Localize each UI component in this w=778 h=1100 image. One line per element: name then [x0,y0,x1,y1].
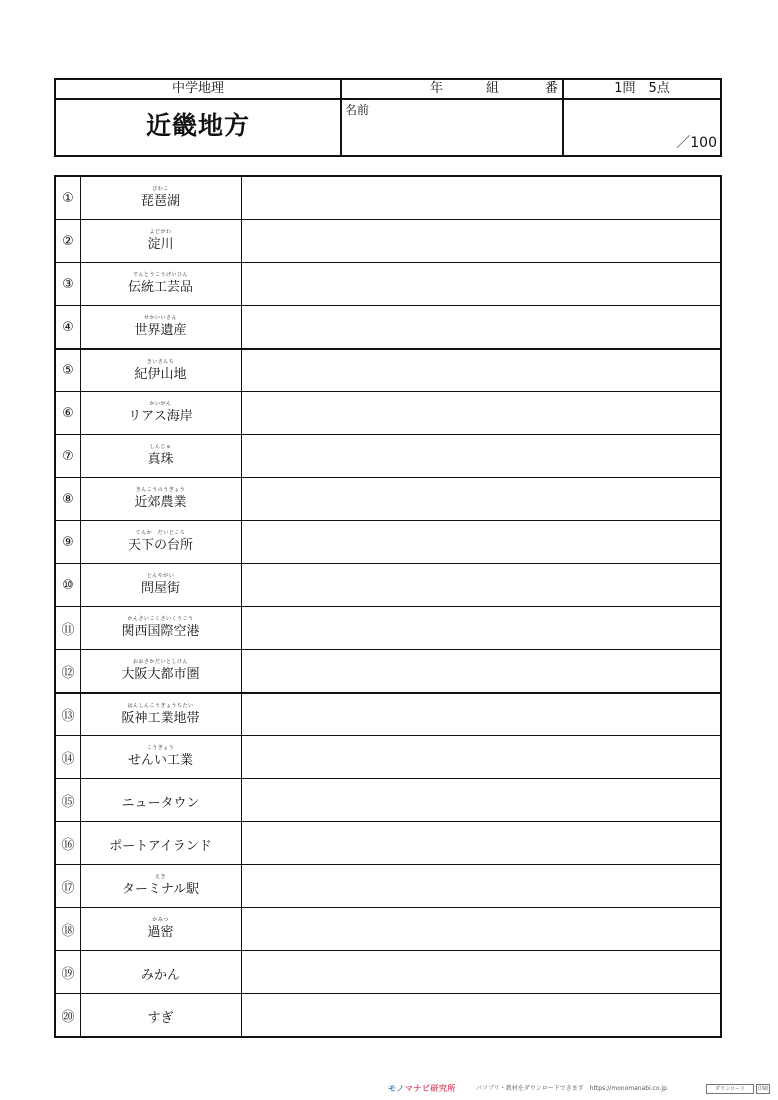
term-cell [80,350,242,391]
term-furigana: せかいいさん [143,315,177,321]
term-furigana: かんさいこくさいくうこう [127,616,194,622]
name-field[interactable] [342,100,564,155]
term-word: 淀川 [147,237,174,252]
question-row [56,219,720,262]
term-furigana: おおさかだいとしけん [132,659,188,665]
answer-field[interactable] [241,736,720,778]
answer-field[interactable] [241,435,720,477]
answer-field[interactable] [241,220,720,262]
term-word: 伝統工芸品 [127,280,193,295]
term-word: 世界遺産 [134,323,187,338]
term [128,530,193,554]
term-cell [80,994,242,1036]
term-word: みかん [140,968,180,983]
term-cell [80,736,242,778]
term-furigana: かいがん [149,401,172,407]
term [121,616,199,640]
question-row [56,177,720,219]
term-word: 真珠 [147,452,174,467]
answer-field[interactable] [241,263,720,305]
question-number: ⑫ [56,650,81,692]
term-cell [80,607,242,649]
term [121,788,199,812]
group-label: 組 [486,81,500,96]
answer-field[interactable] [241,521,720,563]
term-furigana: きいさんち [146,358,175,365]
term-word: ポートアイランド [109,839,212,854]
question-row [56,692,720,735]
term-furigana: きんこうのうぎょう [135,487,186,493]
term-cell [80,392,242,434]
term-cell [80,951,242,993]
download-button[interactable]: ダウンロード [706,1084,754,1094]
logo-part-a: モノ [388,1084,405,1093]
question-row [56,950,720,993]
answer-field[interactable] [241,694,720,735]
term-word: 問屋街 [140,581,180,596]
answer-field[interactable] [241,564,720,606]
term [128,401,192,425]
question-number: ⑱ [56,908,81,950]
term [141,186,180,210]
worksheet-header [54,78,722,157]
question-row [56,262,720,305]
score-total: ／100 [676,135,717,151]
question-row [56,305,720,348]
subject-cell [56,80,342,100]
term [122,874,199,898]
subject-label: 中学地理 [171,81,224,96]
answer-field[interactable] [241,779,720,821]
question-row [56,520,720,563]
question-number: ⑩ [56,564,81,606]
question-number: ④ [56,306,81,348]
term-furigana: こうぎょう [146,745,175,751]
question-number: ⑳ [56,994,81,1036]
term [109,831,211,855]
page-title: 近畿地方 [145,111,250,140]
term-cell [80,650,242,692]
question-number: ⑲ [56,951,81,993]
title-cell [56,100,342,155]
term [147,444,173,468]
term [128,272,193,296]
term-cell [80,478,242,520]
term-furigana: てんか だいどころ [135,530,186,536]
question-number: ① [56,177,81,219]
question-row [56,735,720,778]
term [134,315,186,339]
question-number: ⑯ [56,822,81,864]
answer-field[interactable] [241,306,720,348]
answer-field[interactable] [241,650,720,692]
question-row [56,649,720,692]
question-row [56,434,720,477]
question-row [56,477,720,520]
publisher-logo [388,1082,456,1096]
answer-field[interactable] [241,478,720,520]
name-label: 名前 [345,103,370,117]
term-word: 大阪大都市圏 [121,667,200,682]
question-row [56,606,720,649]
term-cell [80,865,242,907]
term-cell [80,435,242,477]
term-word: 天下の台所 [127,538,193,553]
answer-field[interactable] [241,865,720,907]
term-furigana: はんしんこうぎょうちたい [127,702,194,709]
term [128,745,193,769]
term-cell [80,306,242,348]
question-number: ⑪ [56,607,81,649]
question-number: ⑦ [56,435,81,477]
points-label: 1問 5点 [614,81,670,96]
logo-part-b: マナビ研究所 [404,1084,456,1093]
question-number: ⑭ [56,736,81,778]
term-cell [80,177,242,219]
term-cell [80,521,242,563]
term-cell [80,564,242,606]
term-word: ニュータウン [121,796,200,811]
term-word: ターミナル駅 [121,882,200,897]
footer [388,1082,772,1096]
term-cell [80,694,242,735]
question-number: ⑨ [56,521,81,563]
question-row [56,348,720,391]
question-row [56,778,720,821]
term-word: 近郊農業 [134,495,187,510]
term-word: 阪神工業地帯 [121,710,200,726]
term-furigana: びわこ [152,186,169,192]
term-word: 琵琶湖 [140,194,180,209]
term-cell [80,822,242,864]
question-number: ③ [56,263,81,305]
term-furigana: とんやがい [146,573,175,579]
term-word: 過密 [147,925,174,940]
term [147,917,173,941]
term-word: リアス海岸 [128,409,193,424]
answer-field[interactable] [241,392,720,434]
term-furigana: でんとうこうげいひん [132,272,188,278]
term [147,229,173,253]
term [134,359,186,383]
question-number: ⑤ [56,350,81,391]
score-field[interactable] [564,100,720,155]
question-table [54,175,722,1038]
answer-field[interactable] [241,908,720,950]
term-word: 関西国際空港 [121,624,200,639]
number-label: 番 [545,81,559,96]
term [147,1003,173,1027]
term-cell [80,263,242,305]
term-furigana: しんじゅ [149,444,172,450]
answer-field[interactable] [241,951,720,993]
term [134,487,186,511]
term-word: 紀伊山地 [134,366,187,382]
print-button[interactable]: 印刷 [757,1086,768,1092]
question-number: ⑮ [56,779,81,821]
term-cell [80,908,242,950]
answer-field[interactable] [241,822,720,864]
question-row [56,907,720,950]
term-word: すぎ [147,1011,174,1026]
points-cell [564,80,720,100]
question-row [56,993,720,1036]
answer-field[interactable] [241,607,720,649]
question-row [56,821,720,864]
term-furigana: よどがわ [149,229,172,235]
answer-field[interactable] [241,994,720,1036]
question-row [56,391,720,434]
question-number: ⑰ [56,865,81,907]
term-word: せんい工業 [127,753,193,768]
term [121,703,199,727]
question-row [56,864,720,907]
term-furigana: えき [154,874,166,880]
footer-text: パソプリ・教材をダウンロードできます https://monomanabi.co.jp [476,1085,667,1092]
question-row [56,563,720,606]
term-furigana: かみつ [152,917,169,923]
term [141,573,180,597]
question-number: ⑧ [56,478,81,520]
year-label: 年 [430,81,444,96]
term [121,659,199,683]
answer-field[interactable] [241,350,720,391]
term-cell [80,779,242,821]
answer-field[interactable] [241,177,720,219]
question-number: ⑥ [56,392,81,434]
term [141,960,180,984]
question-number: ⑬ [56,694,81,735]
question-number: ② [56,220,81,262]
term-cell [80,220,242,262]
class-cell [342,80,564,100]
